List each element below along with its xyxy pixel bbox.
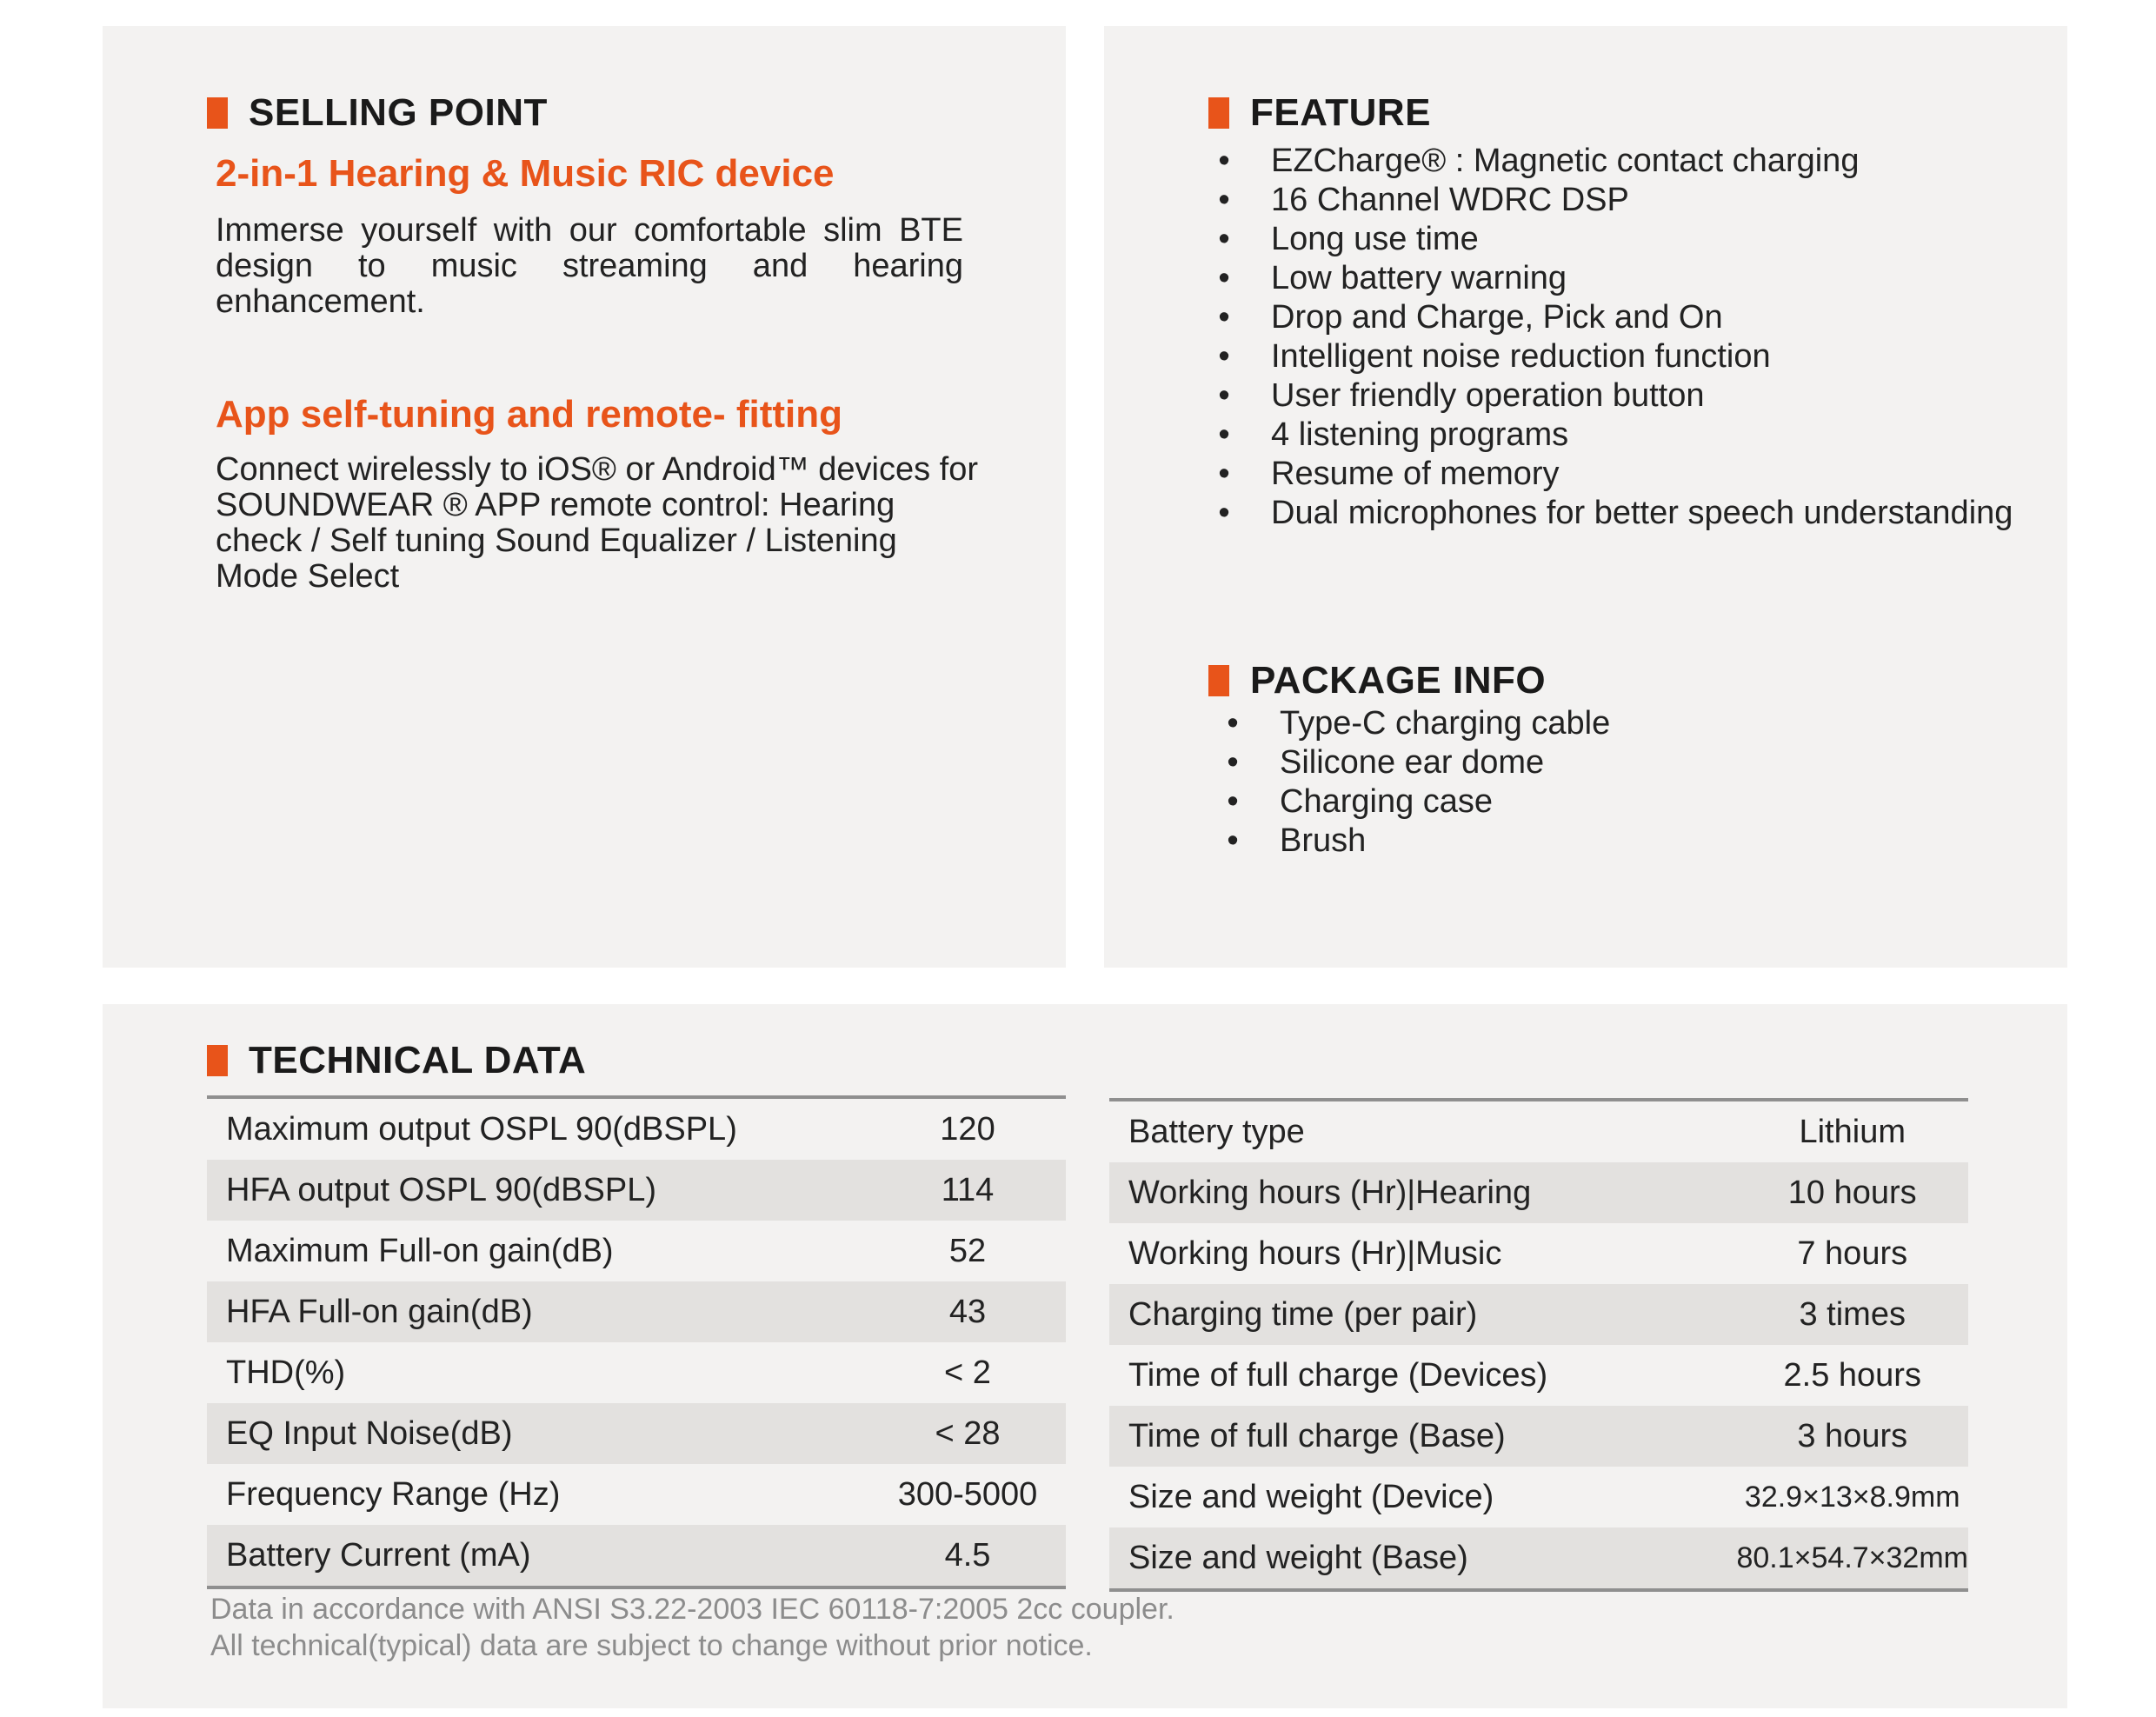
bullet-icon: • <box>1218 377 1230 414</box>
selling-point-heading <box>207 91 548 135</box>
footnotes <box>210 1591 1174 1664</box>
bullet-icon: • <box>1227 705 1239 742</box>
table-row: Charging time (per pair) 3 times <box>1109 1284 1968 1345</box>
selling-subheading-1: 2-in-1 Hearing & Music RIC device <box>216 152 835 195</box>
feature-item: • Long use time <box>1215 220 2013 259</box>
feature-list <box>1215 142 2013 533</box>
footnote-1: Data in accordance with ANSI S3.22-2003 IEC 60118-7:2005 2cc coupler. <box>210 1593 1174 1626</box>
bullet-icon: • <box>1218 299 1230 336</box>
table-row: THD(%) < 2 <box>226 1354 991 1391</box>
technical-heading <box>207 1039 586 1082</box>
feature-item: • Drop and Charge, Pick and On <box>1215 298 2013 337</box>
table-row: Battery Current (mA) 4.5 <box>207 1525 1066 1587</box>
table-row: Size and weight (Device) 32.9×13×8.9mm <box>1128 1478 1960 1515</box>
table-row: Time of full charge (Base) 3 hours <box>1109 1406 1968 1467</box>
table-row: HFA output OSPL 90(dBSPL) 114 <box>207 1160 1066 1221</box>
selling-paragraph-2: Connect wirelessly to iOS® or Android™ devices for SOUNDWEAR ® APP remote control: Hearing check / Self tuning Sound Equalizer / Listening Mode Select <box>216 451 979 595</box>
selling-paragraph-1: Immerse yourself with our comfortable slim BTE design to music streaming and hearing enhancement. <box>216 212 963 320</box>
table-row: Battery type Lithium <box>1128 1113 1906 1150</box>
selling-point-panel <box>103 26 1066 968</box>
table-row: EQ Input Noise(dB) < 28 <box>207 1403 1066 1464</box>
heading-marker <box>207 97 228 129</box>
heading-marker <box>1208 665 1229 696</box>
feature-item: • Dual microphones for better speech understanding <box>1215 494 2013 533</box>
feature-item: • 4 listening programs <box>1215 416 2013 455</box>
table-row: Frequency Range (Hz) 300-5000 <box>226 1475 1038 1513</box>
package-item: • Type-C charging cable <box>1224 704 1610 743</box>
spec-table-right <box>1109 1098 1968 1592</box>
bullet-icon: • <box>1218 416 1230 453</box>
bullet-icon: • <box>1218 143 1230 179</box>
feature-item: • Resume of memory <box>1215 455 2013 494</box>
feature-item: • 16 Channel WDRC DSP <box>1215 181 2013 220</box>
table-row: Maximum Full-on gain(dB) 52 <box>226 1232 987 1269</box>
table-row: Working hours (Hr)|Music 7 hours <box>1128 1235 1908 1272</box>
table-row: Maximum output OSPL 90(dBSPL) 120 <box>226 1110 995 1148</box>
package-title: PACKAGE INFO <box>1250 659 1547 702</box>
bullet-icon: • <box>1218 260 1230 296</box>
selling-subheading-2: App self-tuning and remote- fitting <box>216 393 843 436</box>
technical-data-panel <box>103 1004 2067 1708</box>
table-row: Time of full charge (Devices) 2.5 hours <box>1128 1356 1921 1394</box>
spec-table-left <box>207 1095 1066 1589</box>
feature-item: • Intelligent noise reduction function <box>1215 337 2013 376</box>
package-item: • Charging case <box>1224 782 1610 822</box>
footnote-2: All technical(typical) data are subject to change without prior notice. <box>210 1629 1093 1662</box>
feature-panel <box>1104 26 2067 968</box>
table-row: HFA Full-on gain(dB) 43 <box>207 1281 1066 1342</box>
heading-marker <box>1208 97 1229 129</box>
bullet-icon: • <box>1218 221 1230 257</box>
package-heading <box>1208 659 1546 702</box>
package-list <box>1224 704 1610 861</box>
bullet-icon: • <box>1227 744 1239 781</box>
package-item: • Brush <box>1224 822 1610 861</box>
table-row: Working hours (Hr)|Hearing 10 hours <box>1109 1162 1968 1223</box>
feature-item: • Low battery warning <box>1215 259 2013 298</box>
bullet-icon: • <box>1218 182 1230 218</box>
selling-point-title: SELLING POINT <box>249 91 548 134</box>
bullet-icon: • <box>1227 783 1239 820</box>
feature-item: • User friendly operation button <box>1215 376 2013 416</box>
feature-item: • EZCharge® : Magnetic contact charging <box>1215 142 2013 181</box>
bullet-icon: • <box>1218 456 1230 492</box>
technical-title: TECHNICAL DATA <box>249 1039 587 1081</box>
bullet-icon: • <box>1218 338 1230 375</box>
heading-marker <box>207 1045 228 1076</box>
feature-heading <box>1208 91 1431 135</box>
feature-title: FEATURE <box>1250 91 1432 134</box>
bullet-icon: • <box>1227 822 1239 859</box>
bullet-icon: • <box>1218 495 1230 531</box>
table-row: Size and weight (Base) 80.1×54.7×32mm <box>1109 1527 1968 1590</box>
package-item: • Silicone ear dome <box>1224 743 1610 782</box>
